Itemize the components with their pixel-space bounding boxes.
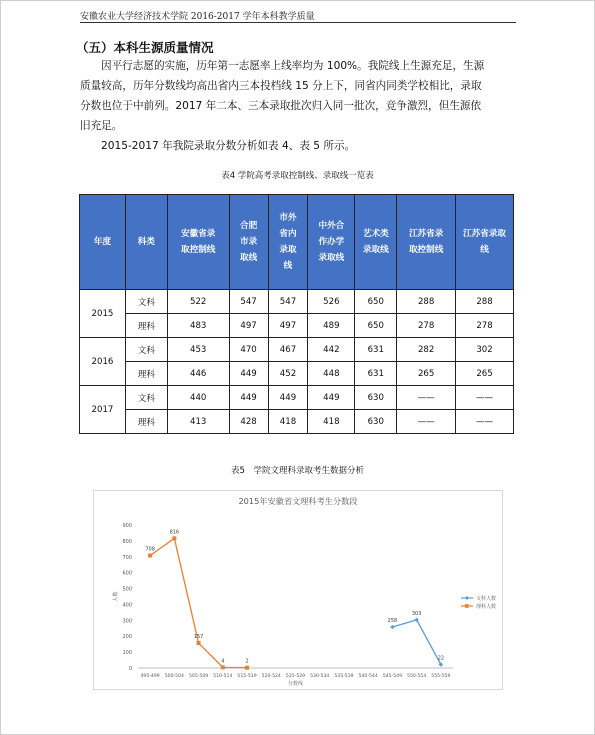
x-tick-label: 505-509 [188, 674, 209, 679]
table-cell-value: 288 [397, 290, 456, 314]
paragraph-1-line: 旧充足。 [80, 120, 123, 132]
data-label: 816 [169, 529, 180, 536]
table-cell-value: 547 [229, 290, 268, 314]
table-cell-type: 文科 [125, 386, 167, 410]
table-row [80, 386, 514, 410]
table-cell-value: 452 [268, 362, 308, 386]
table-cell-value: 631 [355, 362, 397, 386]
x-tick-label: 525-529 [285, 674, 306, 679]
table-header-line: 年度 [93, 237, 112, 247]
y-tick-label: 200 [122, 634, 132, 641]
table-body [80, 290, 514, 434]
y-tick-label: 0 [128, 666, 132, 672]
table-cell-value: 446 [167, 362, 229, 386]
table-cell-type: 文科 [125, 290, 167, 314]
data-point [197, 641, 201, 645]
paragraph-1-line: 分数也位于中前列。2017 年二本、三本录取批次归入同一批次，竞争激烈，但生源依 [80, 100, 482, 112]
table-header-line: 录取 [279, 245, 297, 255]
table-header-cell [308, 195, 355, 290]
table-cell-type: 理科 [125, 314, 167, 338]
x-tick-label: 500-504 [164, 674, 184, 679]
running-header: 安徽农业大学经济技术学院 2016-2017 学年本科教学质量 [80, 12, 315, 22]
table-cell-value: 448 [308, 362, 355, 386]
x-tick-label: 520-524 [261, 674, 281, 679]
y-tick-label: 300 [122, 618, 132, 625]
table-header-row [80, 195, 514, 290]
x-tick-label: 535-539 [334, 674, 354, 679]
data-point [172, 536, 176, 540]
x-tick-label: 530-534 [310, 674, 330, 679]
data-point [221, 665, 225, 669]
x-axis-label: 分数线 [287, 681, 304, 687]
section-title: （五）本科生源质量情况 [76, 40, 214, 55]
table-cell-year: 2015 [80, 290, 126, 338]
y-tick-label: 500 [122, 586, 132, 593]
table-row [80, 362, 514, 386]
table-cell-value: 442 [308, 338, 355, 362]
series-line [392, 620, 440, 665]
data-label: 2 [245, 658, 249, 665]
table-cell-value: 278 [397, 314, 456, 338]
score-distribution-chart [93, 490, 503, 690]
table-cell-value: 453 [167, 338, 229, 362]
table-cell-value: 282 [397, 338, 456, 362]
data-label: 4 [221, 658, 225, 665]
legend-label: 文科人数 [476, 596, 497, 602]
legend-label: 理科人数 [476, 604, 497, 610]
legend-marker [465, 596, 469, 600]
table-header-cell [229, 195, 268, 290]
table-cell-value: 467 [268, 338, 308, 362]
table-header-line: 江苏省录 [408, 229, 444, 239]
chart-caption: 表5 学院文理科录取考生数据分析 [231, 466, 364, 476]
table-header-line: 安徽省录 [181, 229, 216, 239]
table-header-line: 江苏省录取 [463, 229, 507, 239]
chart-title: 2015年安徽省文理科考生分数段 [238, 496, 358, 506]
paragraph-1-line: 质量较高，历年分数线均高出省内三本投档线 15 分上下，同省内同类学校相比，录取 [80, 80, 482, 92]
header-rule [80, 22, 516, 23]
table-cell-value: —— [456, 386, 514, 410]
paragraph-2 [80, 136, 521, 156]
table-cell-year: 2017 [80, 386, 126, 434]
table-header-line: 中外合 [318, 221, 345, 231]
x-tick-label: 540-544 [358, 674, 378, 679]
data-point [390, 625, 394, 629]
table-cell-value: 449 [229, 386, 268, 410]
table-cell-value: 449 [308, 386, 355, 410]
y-tick-label: 900 [122, 523, 132, 529]
paragraph-1-line: 因平行志愿的实施，历年第一志愿率上线率均为 100%。我院线上生源充足，生源 [101, 60, 485, 72]
y-tick-label: 600 [122, 570, 132, 577]
table-header-cell [125, 195, 167, 290]
table-cell-value: —— [456, 410, 514, 434]
table-header-cell [167, 195, 229, 290]
data-point [245, 666, 249, 670]
table-cell-value: 470 [229, 338, 268, 362]
table-cell-value: 483 [167, 314, 229, 338]
table-cell-value: 497 [229, 314, 268, 338]
data-label: 708 [145, 546, 155, 553]
paragraph-2-line: 2015-2017 年我院录取分数分析如表 4、表 5 所示。 [101, 140, 356, 152]
table-cell-value: 522 [167, 290, 229, 314]
table-cell-value: 526 [308, 290, 355, 314]
x-tick-label: 515-519 [237, 674, 257, 679]
table-cell-type: 文科 [125, 338, 167, 362]
table-cell-value: 631 [355, 338, 397, 362]
table-header-cell [456, 195, 514, 290]
table-header-line: 科类 [137, 237, 155, 247]
table-cell-value: 449 [268, 386, 308, 410]
table-cell-value: —— [397, 386, 456, 410]
data-label: 22 [437, 655, 445, 662]
table-cell-type: 理科 [125, 362, 167, 386]
table-cell-value: 449 [229, 362, 268, 386]
admission-score-table [79, 194, 514, 434]
y-axis-label: 人数 [113, 591, 119, 602]
table-header-cell [268, 195, 308, 290]
table-row [80, 290, 514, 314]
data-point [148, 554, 152, 558]
table-cell-value: 288 [456, 290, 514, 314]
table-cell-value: 497 [268, 314, 308, 338]
table-row [80, 314, 514, 338]
y-tick-label: 800 [122, 538, 132, 545]
table-header-line: 作办学 [318, 237, 345, 247]
table-cell-value: 650 [355, 314, 397, 338]
data-label: 303 [411, 610, 422, 617]
table-cell-value: 413 [167, 410, 229, 434]
table-header-line: 取线 [239, 253, 258, 263]
data-label: 157 [193, 634, 204, 641]
table-header-line: 省内 [279, 229, 297, 239]
table-header-line: 市录 [239, 237, 258, 247]
table-cell-value: 630 [355, 410, 397, 434]
table-cell-type: 理科 [125, 410, 167, 434]
table-row [80, 410, 514, 434]
table-header-cell [355, 195, 397, 290]
paragraph-1 [80, 56, 521, 136]
series-line [150, 538, 247, 667]
table-cell-value: 278 [456, 314, 514, 338]
table-cell-value: 489 [308, 314, 355, 338]
table-header-line: 市外 [279, 213, 297, 223]
table-header-cell [80, 195, 126, 290]
table-header-line: 线 [283, 261, 293, 271]
table-header-cell [397, 195, 456, 290]
table-cell-value: 547 [268, 290, 308, 314]
table-header-line: 线 [480, 245, 489, 255]
table-header-line: 录取线 [362, 245, 389, 255]
y-tick-label: 400 [122, 602, 132, 609]
table-caption: 表4 学院高考录取控制线、录取线一览表 [221, 171, 374, 181]
table-cell-value: 418 [308, 410, 355, 434]
table-cell-value: 418 [268, 410, 308, 434]
table-cell-value: 428 [229, 410, 268, 434]
y-tick-label: 100 [122, 650, 132, 657]
x-tick-label: 550-554 [407, 674, 427, 679]
table-header-line: 录取线 [318, 253, 345, 263]
table-cell-value: 302 [456, 338, 514, 362]
x-tick-label: 495-499 [140, 674, 160, 679]
table-cell-value: 265 [456, 362, 514, 386]
x-tick-label: 510-514 [213, 674, 233, 679]
table-header-line: 取控制线 [408, 245, 444, 255]
table-row [80, 338, 514, 362]
chart-plot [93, 490, 503, 690]
table-header-line: 艺术类 [362, 229, 389, 239]
legend-marker [465, 604, 469, 608]
x-tick-label: 555-559 [431, 674, 451, 679]
table-cell-year: 2016 [80, 338, 126, 386]
y-tick-label: 700 [122, 554, 132, 561]
table-cell-value: 650 [355, 290, 397, 314]
data-label: 258 [387, 618, 398, 625]
table-header-line: 合肥 [239, 221, 258, 231]
x-tick-label: 545-549 [382, 674, 403, 679]
table-cell-value: 265 [397, 362, 456, 386]
table-header-line: 取控制线 [181, 245, 216, 255]
table-cell-value: 630 [355, 386, 397, 410]
table-cell-value: —— [397, 410, 456, 434]
table-cell-value: 440 [167, 386, 229, 410]
